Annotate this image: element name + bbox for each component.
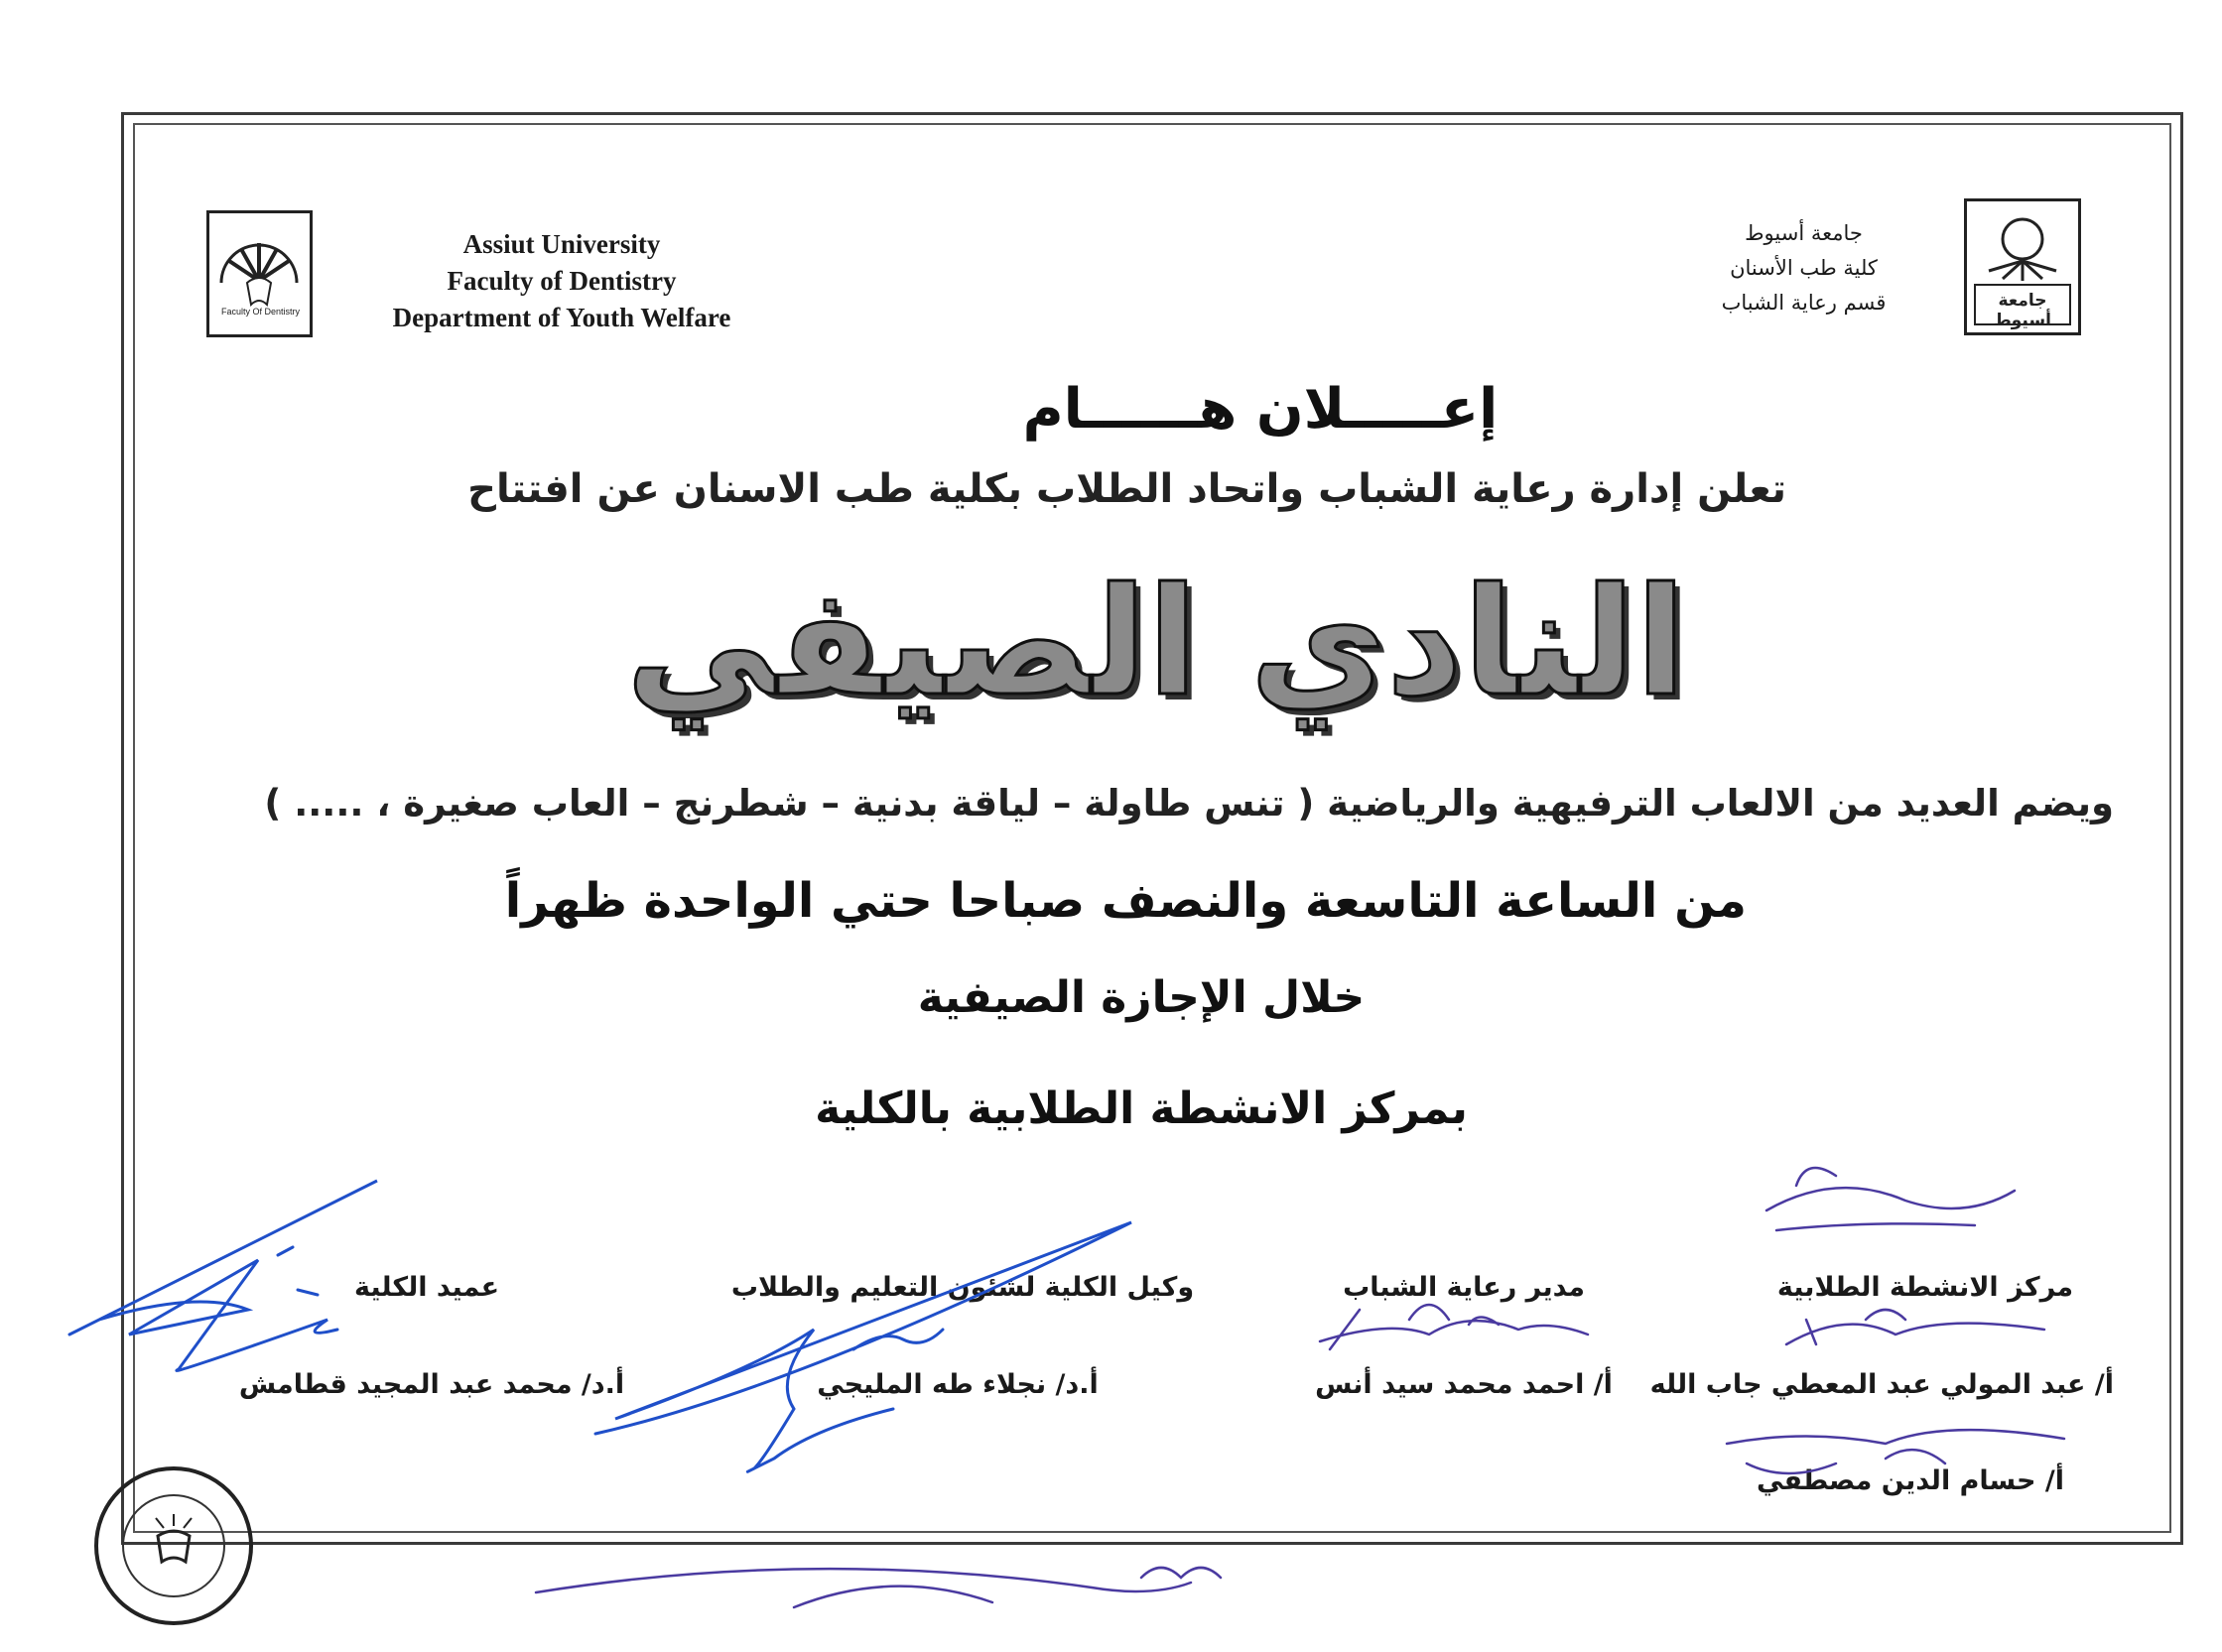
- signatory-title-vice-dean: وكيل الكلية لشئون التعليم والطلاب: [730, 1272, 1195, 1303]
- signatory-title-youth-welfare: مدير رعاية الشباب: [1343, 1272, 1585, 1303]
- faculty-name-ar: كلية طب الأسنان: [1730, 256, 1878, 280]
- signatory-name-activities-center: أ/ عبد المولي عبد المعطي جاب الله: [1649, 1369, 2114, 1400]
- club-name-heading: النادي الصيفي: [625, 557, 1687, 729]
- logo-left-caption: Faculty Of Dentistry: [220, 307, 301, 317]
- footer-signature: [536, 1568, 1221, 1607]
- signatory-title-activities-center: مركز الانشطة الطلابية: [1776, 1272, 2074, 1303]
- arabic-header: [1687, 216, 1920, 320]
- signatory-name-youth-welfare: أ/ احمد محمد سيد أنس: [1315, 1369, 1613, 1400]
- signatory-title-dean: عميد الكلية: [353, 1272, 500, 1303]
- opening-hours: من الساعة التاسعة والنصف صباحا حتي الواحدة ظهراً: [504, 873, 1747, 929]
- announcement-title: إعـــــلان هــــــام: [1022, 377, 1499, 442]
- signatory-name-vice-dean: أ.د/ نجلاء طه المليجي: [817, 1369, 1099, 1400]
- announcement-intro: تعلن إدارة رعاية الشباب واتحاد الطلاب بكلية طب الاسنان عن افتتاح: [467, 466, 1786, 512]
- signatory-name-second: أ/ حسام الدين مصطفي: [1757, 1465, 2064, 1496]
- activities-list: ويضم العديد من الالعاب الترفيهية والرياضية ( تنس طاولة – لياقة بدنية – شطرنج – العاب صغيرة ، ..... ): [264, 782, 2114, 825]
- university-name-en: Assiut University: [462, 229, 661, 259]
- faculty-name-en: Faculty of Dentistry: [447, 266, 677, 296]
- official-stamp: [94, 1466, 253, 1625]
- english-header: [333, 226, 790, 336]
- signatory-name-dean: أ.د/ محمد عبد المجيد قطامش: [238, 1369, 625, 1400]
- stamp-inner-ring: [122, 1494, 225, 1597]
- logo-right-caption: جامعة أسيوط: [1994, 291, 2051, 330]
- club-location: بمركز الانشطة الطلابية بالكلية: [815, 1083, 1468, 1134]
- university-name-ar: جامعة أسيوط: [1745, 221, 1863, 245]
- club-period: خلال الإجازة الصيفية: [917, 972, 1366, 1023]
- university-logo-right: [1964, 198, 2081, 335]
- faculty-logo-left: [206, 210, 313, 337]
- stamp-tooth-icon: [124, 1496, 223, 1595]
- department-name-en: Department of Youth Welfare: [392, 303, 731, 332]
- department-name-ar: قسم رعاية الشباب: [1721, 291, 1887, 315]
